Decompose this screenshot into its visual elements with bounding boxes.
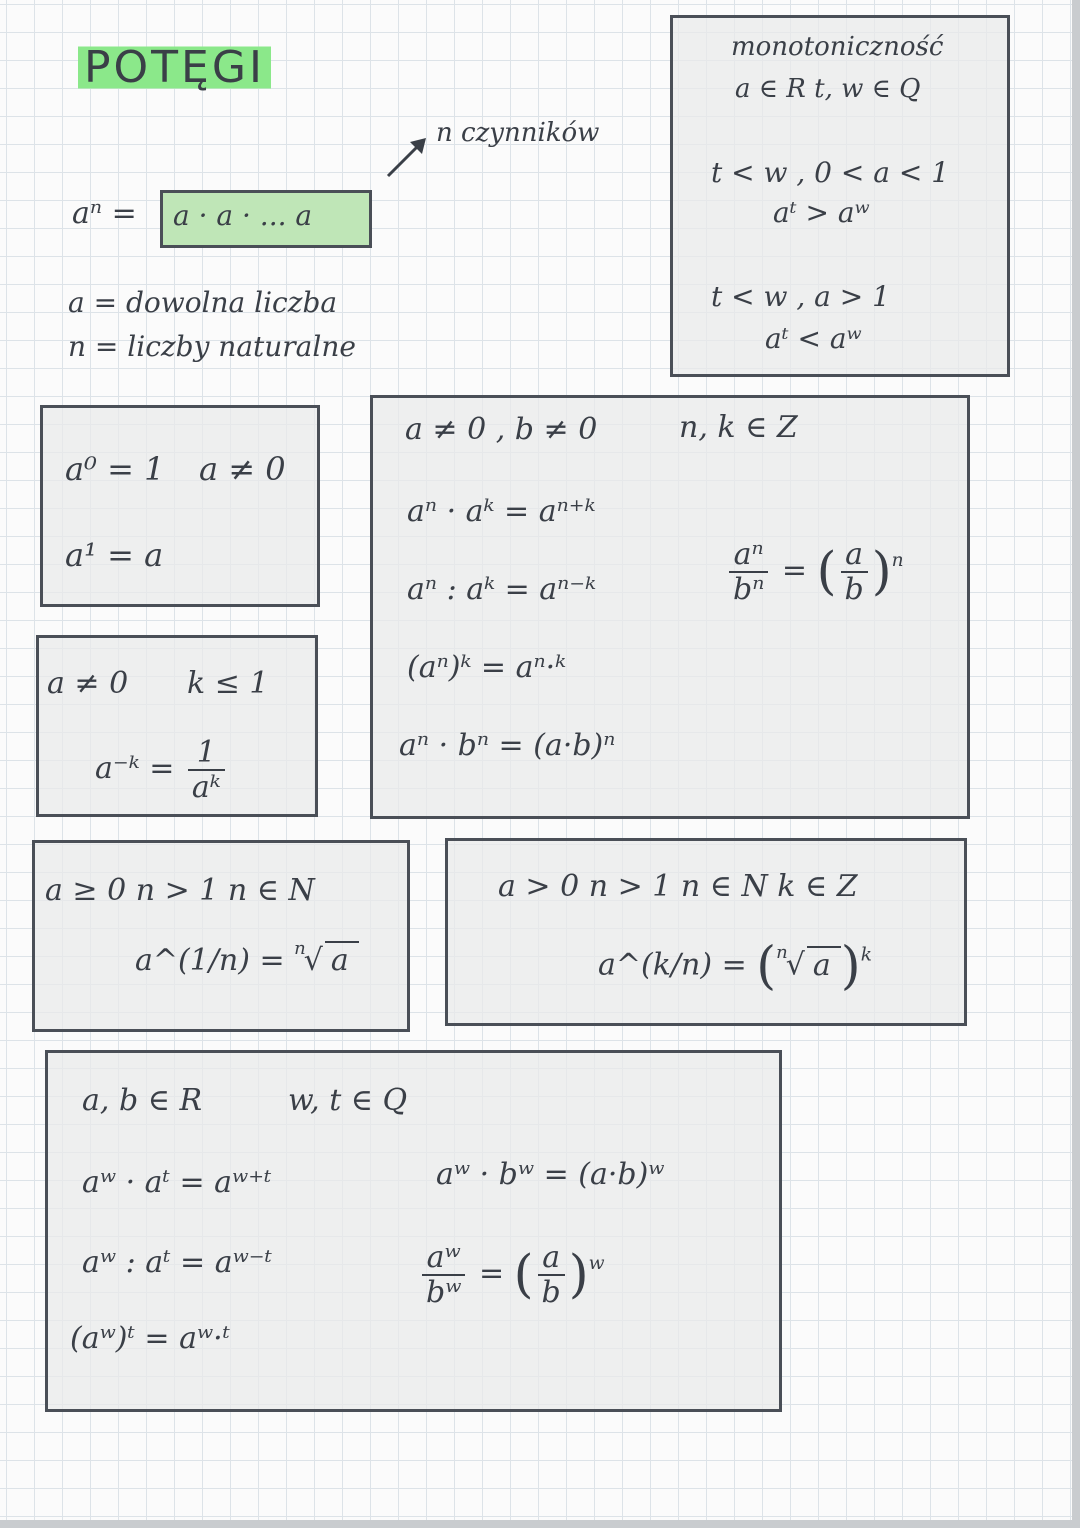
monotonicity-case1-cond: t < w , 0 < a < 1 [711, 156, 950, 189]
first-power-rule: a¹ = a [65, 536, 164, 574]
root-power-index: n [294, 937, 306, 959]
monotonicity-domain: a ∈ R t, w ∈ Q [735, 74, 921, 104]
monotonicity-case2-cond: t < w , a > 1 [711, 280, 890, 313]
negative-power-box [36, 635, 318, 817]
rational-fraction-denominator: bʷ [426, 1275, 462, 1310]
law-quotient: aⁿ : aᵏ = aⁿ⁻ᵏ [407, 572, 597, 607]
negative-power-denominator: aᵏ [191, 770, 221, 805]
negative-power-numerator: 1 [188, 736, 225, 771]
page-title: POTĘGI [78, 40, 271, 95]
law-fraction-inner-numerator: a [841, 538, 868, 573]
rational-law-fraction-power: $\frac{\text{aʷ}}{\text{bʷ}}$ = ( $\frac{a}{b}$ )$^w$ [418, 1241, 605, 1309]
rational-fraction-equals: = [478, 1256, 505, 1291]
negative-power-lhs: a⁻ᵏ = [95, 751, 175, 786]
monotonicity-box [670, 15, 1010, 377]
root-power-k-lhs: a^(k/n) = [598, 947, 747, 983]
definition-line-n: n = liczby naturalne [68, 330, 356, 363]
zero-power-box [40, 405, 320, 607]
negative-power-cond-k: k ≤ 1 [187, 666, 269, 701]
rational-fraction-numerator: aʷ [422, 1241, 465, 1276]
law-product-base: aⁿ · bⁿ = (a·b)ⁿ [399, 728, 616, 763]
rational-fraction-inner-numerator: a [538, 1241, 565, 1276]
zero-power-rule: a⁰ = 1 [65, 450, 165, 488]
root-power-k-index: n [776, 942, 788, 964]
law-product: aⁿ · aᵏ = aⁿ⁺ᵏ [407, 494, 596, 529]
root-power-k-exponent: k [860, 944, 872, 966]
rational-laws-box [45, 1050, 782, 1412]
arrow-up-right-icon [382, 132, 432, 182]
root-power-k-box [445, 838, 967, 1026]
monotonicity-case2-result: aᵗ < aʷ [765, 322, 862, 355]
law-fraction-denominator: bⁿ [733, 572, 765, 607]
rational-cond-domain-wt: w, t ∈ Q [288, 1083, 408, 1118]
root-power-k-conditions: a > 0 n > 1 n ∈ N k ∈ Z [498, 869, 858, 904]
negative-power-formula [95, 736, 229, 804]
negative-power-cond-a: a ≠ 0 [47, 666, 129, 701]
root-power-formula [135, 937, 359, 978]
definition-highlight-box [160, 190, 372, 248]
root-power-k-radicand: a [807, 946, 841, 983]
rational-law-quotient: aʷ : aᵗ = aʷ⁻ᵗ [82, 1245, 273, 1280]
rational-law-power-of-power: (aʷ)ᵗ = aʷ·ᵗ [70, 1321, 231, 1356]
rational-cond-domain-ab: a, b ∈ R [82, 1083, 203, 1118]
root-power-radicand: a [325, 941, 359, 978]
root-power-lhs: a^(1/n) = [135, 943, 285, 978]
root-power-conditions: a ≥ 0 n > 1 n ∈ N [45, 873, 315, 908]
laws-conditions-domain: n, k ∈ Z [679, 410, 798, 445]
definition-rhs: a · a · ... a [173, 199, 313, 232]
arrow-note: n czynników [436, 118, 600, 148]
law-fraction-inner [841, 538, 868, 606]
laws-conditions: a ≠ 0 , b ≠ 0 [405, 412, 598, 447]
rational-fraction-exponent: w [588, 1253, 605, 1275]
zero-power-condition: a ≠ 0 [199, 450, 286, 488]
law-fraction-numerator: aⁿ [729, 538, 768, 573]
law-fraction-inner-denominator: b [844, 572, 864, 607]
law-fraction-left [729, 538, 768, 606]
rational-law-product-base: aʷ · bʷ = (a·b)ʷ [436, 1157, 665, 1192]
law-fraction-exponent: n [891, 550, 904, 572]
rational-fraction-left [422, 1241, 465, 1309]
rational-fraction-inner-denominator: b [541, 1275, 561, 1310]
negative-power-fraction [188, 736, 225, 804]
root-power-box [32, 840, 410, 1032]
monotonicity-case1-result: aᵗ > aʷ [773, 196, 870, 229]
law-fraction-power: $\frac{\text{aⁿ}}{\text{bⁿ}}$ = ( $\frac{a}{b}$ )$^n$ [725, 538, 904, 606]
root-power-k-formula: a^(k/n) = ($^n$√ a )$^k$ [598, 937, 872, 996]
law-power-of-power: (aⁿ)ᵏ = aⁿ·ᵏ [407, 650, 567, 685]
rational-fraction-inner [538, 1241, 565, 1309]
radical-icon: √ [303, 943, 323, 978]
rational-law-product: aʷ · aᵗ = aʷ⁺ᵗ [82, 1165, 272, 1200]
definition-line-a: a = dowolna liczba [68, 286, 338, 319]
law-fraction-equals: = [781, 553, 808, 588]
definition-lhs: aⁿ = [72, 196, 137, 231]
power-laws-box [370, 395, 970, 819]
radical-k-icon: √ [785, 947, 805, 983]
monotonicity-heading: monotoniczność [731, 32, 944, 62]
